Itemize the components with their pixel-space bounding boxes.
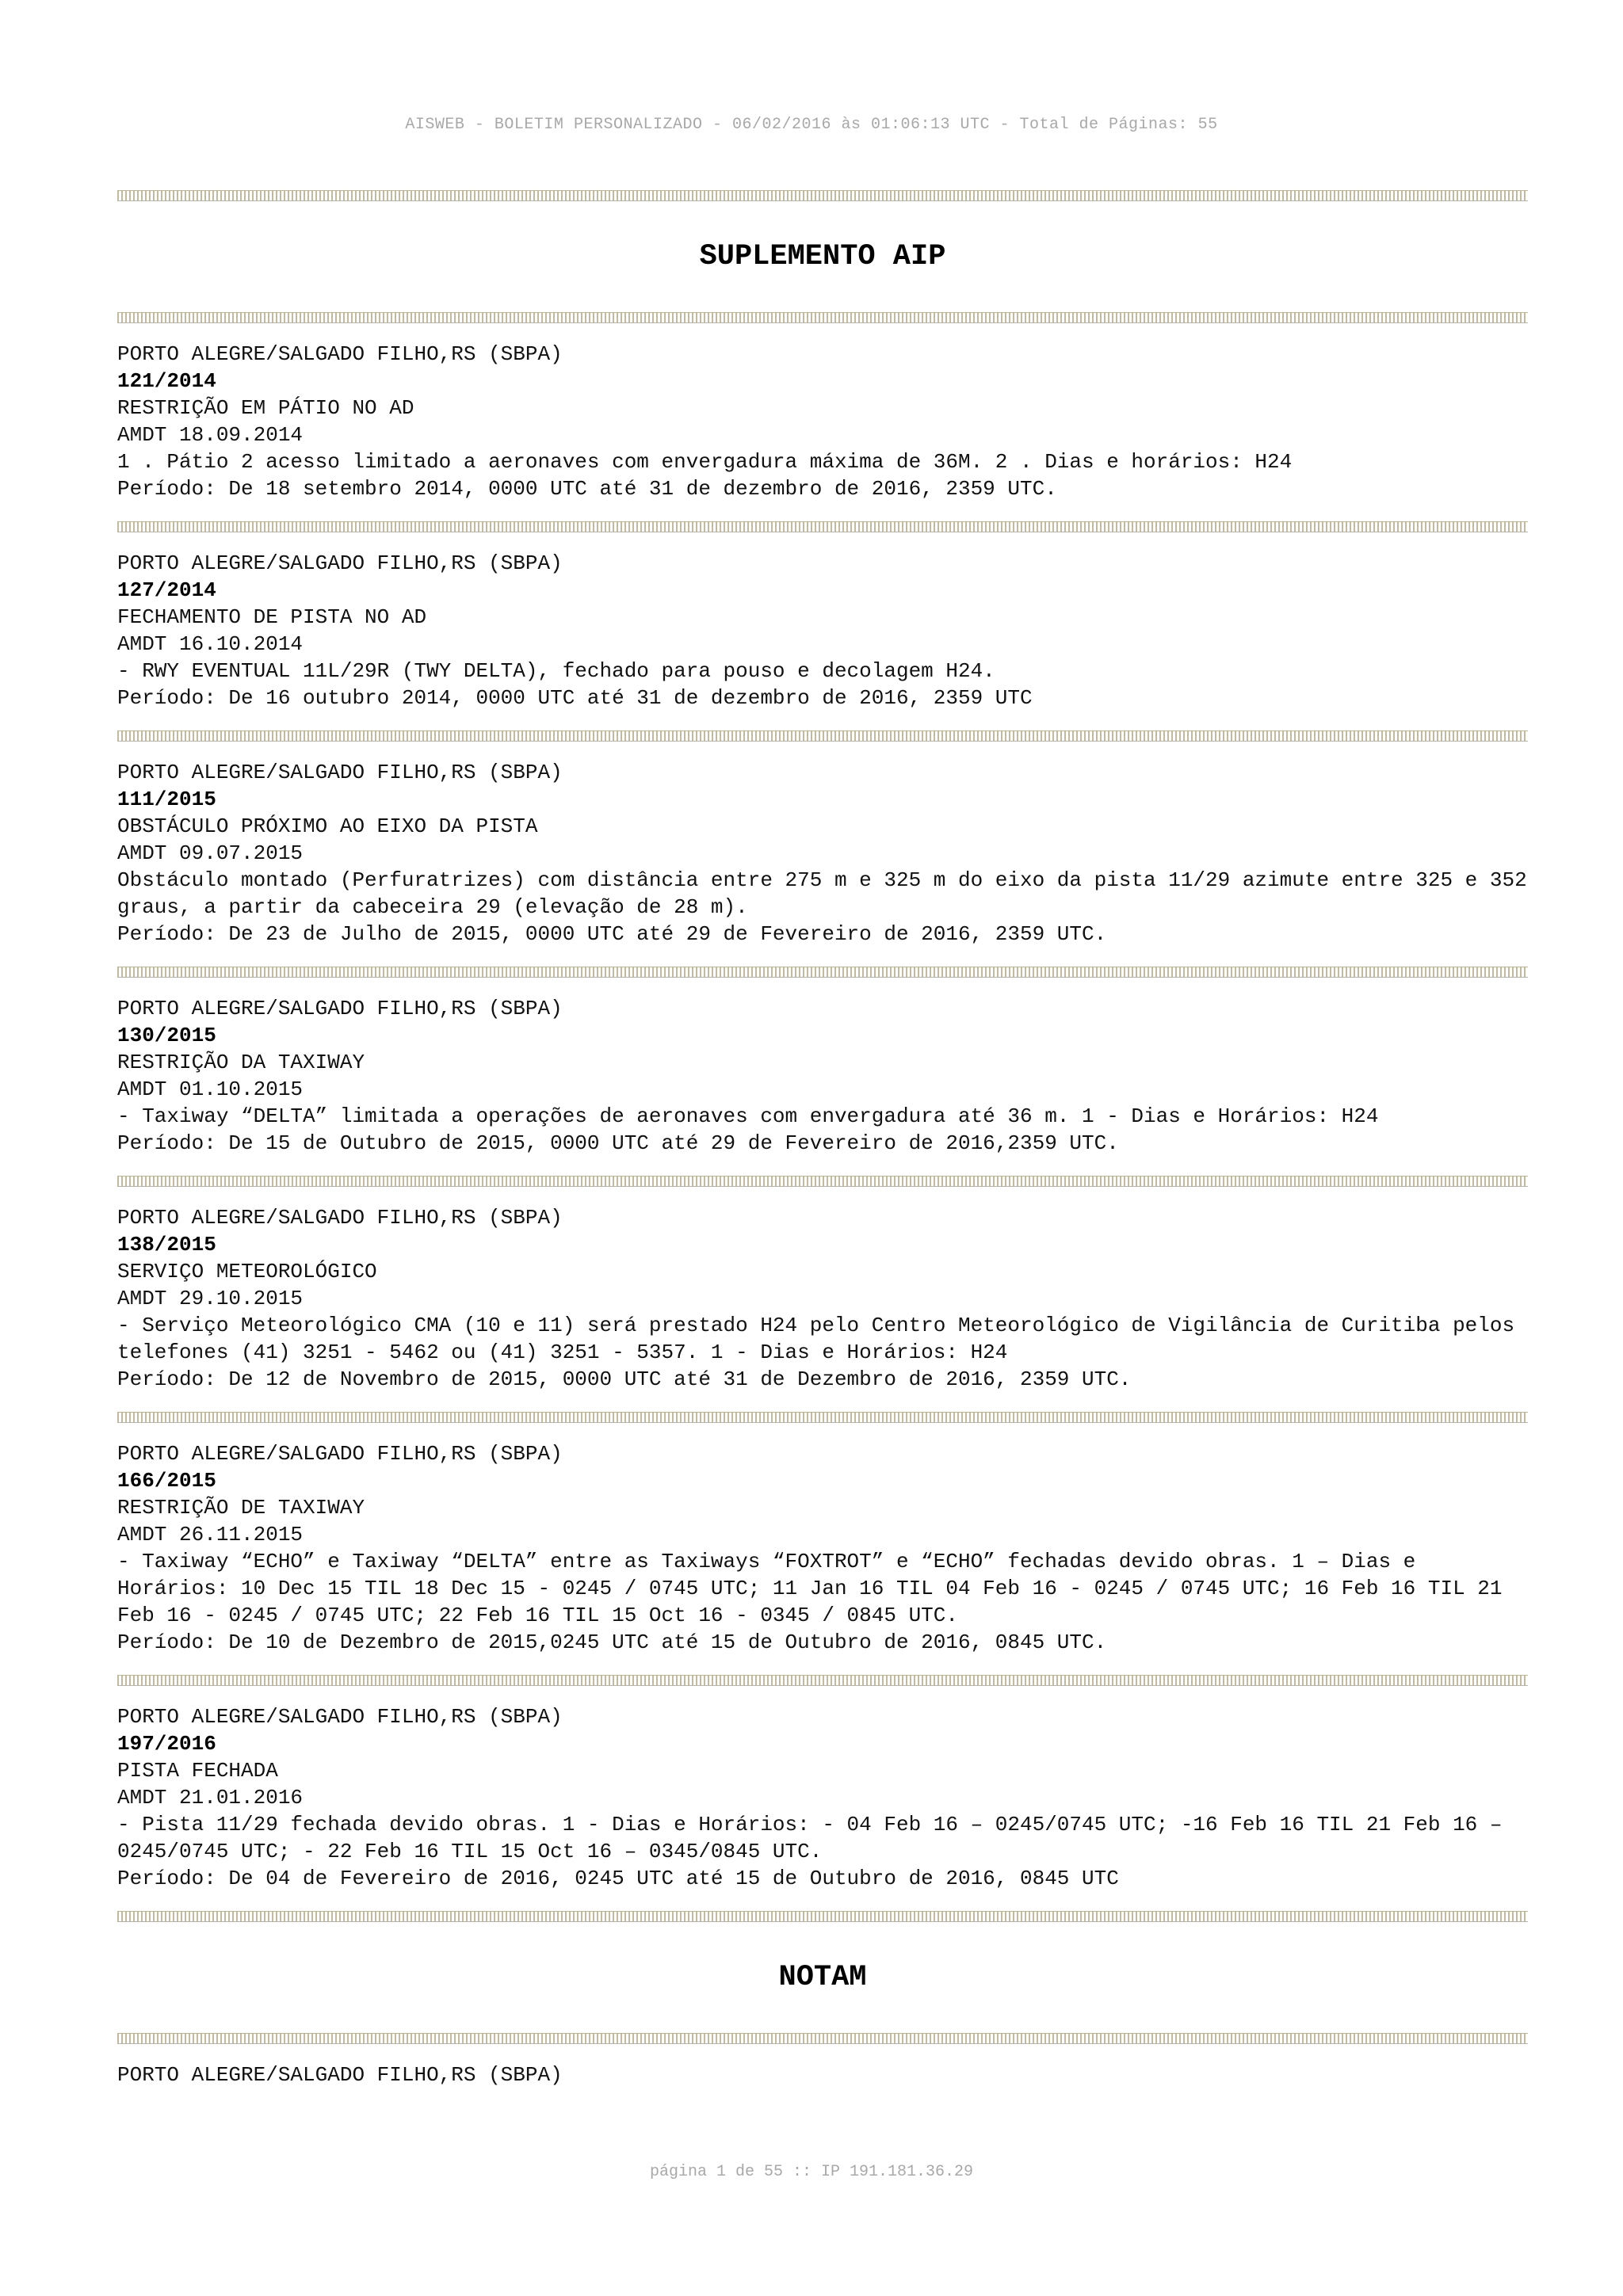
aip-entry	[117, 1423, 1528, 1675]
entry-title: PISTA FECHADA	[117, 1759, 278, 1783]
entry-body: Obstáculo montado (Perfuratrizes) com distância entre 275 m e 325 m do eixo da pista 11/29 azimute entre 325 e 352 graus, a partir da cabeceira 29 (elevação de 28 m).	[117, 868, 1540, 919]
entry-amdt: AMDT 09.07.2015	[117, 841, 304, 865]
aip-entry	[117, 742, 1540, 967]
aip-entry	[117, 978, 1528, 1176]
aip-entry	[117, 532, 1528, 730]
divider	[117, 730, 1528, 742]
entry-body: - Pista 11/29 fechada devido obras. 1 - Dias e Horários: - 04 Feb 16 – 0245/0745 UTC; -16 Feb 16 TIL 21 Feb 16 – 0245/0745 UTC; - 22 Feb 16 TIL 15 Oct 16 – 0345/0845 UTC.	[117, 1813, 1515, 1863]
entries-list	[117, 323, 1540, 1922]
entry-location: PORTO ALEGRE/SALGADO FILHO,RS (SBPA)	[117, 1705, 563, 1729]
divider	[117, 1675, 1528, 1686]
entry-period: Período: De 18 setembro 2014, 0000 UTC até 31 de dezembro de 2016, 2359 UTC.	[117, 477, 1057, 501]
entry-location: PORTO ALEGRE/SALGADO FILHO,RS (SBPA)	[117, 997, 563, 1020]
entry-title: FECHAMENTO DE PISTA NO AD	[117, 605, 427, 629]
aip-entry	[117, 1686, 1528, 1911]
entry-title: RESTRIÇÃO DA TAXIWAY	[117, 1051, 365, 1074]
entry-amdt: AMDT 01.10.2015	[117, 1077, 304, 1101]
entry-amdt: AMDT 16.10.2014	[117, 632, 304, 656]
entry-number: 138/2015	[117, 1233, 216, 1257]
entry-body: - Taxiway “DELTA” limitada a operações de aeronaves com envergadura até 36 m. 1 - Dias e Horários: H24	[117, 1104, 1379, 1128]
divider	[117, 1412, 1528, 1423]
entry-body: - Taxiway “ECHO” e Taxiway “DELTA” entre as Taxiways “FOXTROT” e “ECHO” fechadas devido obras. 1 – Dias e Horários: 10 Dec 15 TIL 18 Dec 15 - 0245 / 0745 UTC; 11 Jan 16 TIL 04 Feb 16 - 0245 / 0745 UTC; 16 Feb 16 TIL 21 Feb 16 - 0245 / 0745 UTC; 22 Feb 16 TIL 15 Oct 16 - 0345 / 0845 UTC.	[117, 1550, 1515, 1627]
entry-period: Período: De 12 de Novembro de 2015, 0000 UTC até 31 de Dezembro de 2016, 2359 UTC.	[117, 1367, 1132, 1391]
entry-amdt: AMDT 29.10.2015	[117, 1287, 304, 1310]
page-header: AISWEB - BOLETIM PERSONALIZADO - 06/02/2016 às 01:06:13 UTC - Total de Páginas: 55	[405, 116, 1218, 134]
entry-period: Período: De 16 outubro 2014, 0000 UTC até 31 de dezembro de 2016, 2359 UTC	[117, 686, 1033, 710]
entry-period: Período: De 04 de Fevereiro de 2016, 0245 UTC até 15 de Outubro de 2016, 0845 UTC	[117, 1867, 1119, 1890]
aip-entry	[117, 1187, 1528, 1412]
entry-number: 130/2015	[117, 1024, 216, 1047]
entry-body: - RWY EVENTUAL 11L/29R (TWY DELTA), fechado para pouso e decolagem H24.	[117, 659, 995, 683]
entry-location: PORTO ALEGRE/SALGADO FILHO,RS (SBPA)	[117, 1206, 563, 1230]
section-title-suplemento: SUPLEMENTO AIP	[699, 240, 946, 273]
divider	[117, 2033, 1528, 2044]
divider	[117, 521, 1528, 532]
entry-number: 121/2014	[117, 369, 216, 393]
entry-location: PORTO ALEGRE/SALGADO FILHO,RS (SBPA)	[117, 342, 563, 366]
entry-amdt: AMDT 26.11.2015	[117, 1523, 304, 1547]
entry-title: RESTRIÇÃO DE TAXIWAY	[117, 1496, 365, 1520]
divider	[117, 1176, 1528, 1187]
entry-title: OBSTÁCULO PRÓXIMO AO EIXO DA PISTA	[117, 814, 538, 838]
bulletin-content	[117, 190, 1540, 2107]
entry-amdt: AMDT 21.01.2016	[117, 1786, 304, 1810]
entry-location: PORTO ALEGRE/SALGADO FILHO,RS (SBPA)	[117, 551, 563, 575]
entry-period: Período: De 15 de Outubro de 2015, 0000 UTC até 29 de Fevereiro de 2016,2359 UTC.	[117, 1131, 1119, 1155]
entry-body: - Serviço Meteorológico CMA (10 e 11) será prestado H24 pelo Centro Meteorológico de Vigilância de Curitiba pelos telefones (41) 3251 - 5462 ou (41) 3251 - 5357. 1 - Dias e Horários: H24	[117, 1314, 1527, 1364]
entry-body: 1 . Pátio 2 acesso limitado a aeronaves com envergadura máxima de 36M. 2 . Dias e horários: H24	[117, 450, 1293, 474]
entry-amdt: AMDT 18.09.2014	[117, 423, 304, 447]
entry-number: 127/2014	[117, 578, 216, 602]
entry-number: 166/2015	[117, 1469, 216, 1493]
entry-location: PORTO ALEGRE/SALGADO FILHO,RS (SBPA)	[117, 1442, 563, 1466]
page-footer: página 1 de 55 :: IP 191.181.36.29	[649, 2163, 974, 2181]
divider	[117, 1911, 1528, 1922]
notam-entry	[117, 2044, 1528, 2107]
section-title-notam: NOTAM	[778, 1961, 867, 1994]
entry-location: PORTO ALEGRE/SALGADO FILHO,RS (SBPA)	[117, 761, 563, 784]
entry-period: Período: De 10 de Dezembro de 2015,0245 UTC até 15 de Outubro de 2016, 0845 UTC.	[117, 1630, 1107, 1654]
entry-number: 197/2016	[117, 1732, 216, 1756]
divider	[117, 190, 1528, 201]
divider	[117, 312, 1528, 323]
aip-entry	[117, 323, 1528, 521]
divider	[117, 967, 1528, 978]
entry-title: RESTRIÇÃO EM PÁTIO NO AD	[117, 396, 414, 420]
entry-period: Período: De 23 de Julho de 2015, 0000 UTC até 29 de Fevereiro de 2016, 2359 UTC.	[117, 922, 1107, 946]
entry-title: SERVIÇO METEOROLÓGICO	[117, 1260, 377, 1283]
entry-number: 111/2015	[117, 788, 216, 811]
entry-location: PORTO ALEGRE/SALGADO FILHO,RS (SBPA)	[117, 2063, 563, 2087]
